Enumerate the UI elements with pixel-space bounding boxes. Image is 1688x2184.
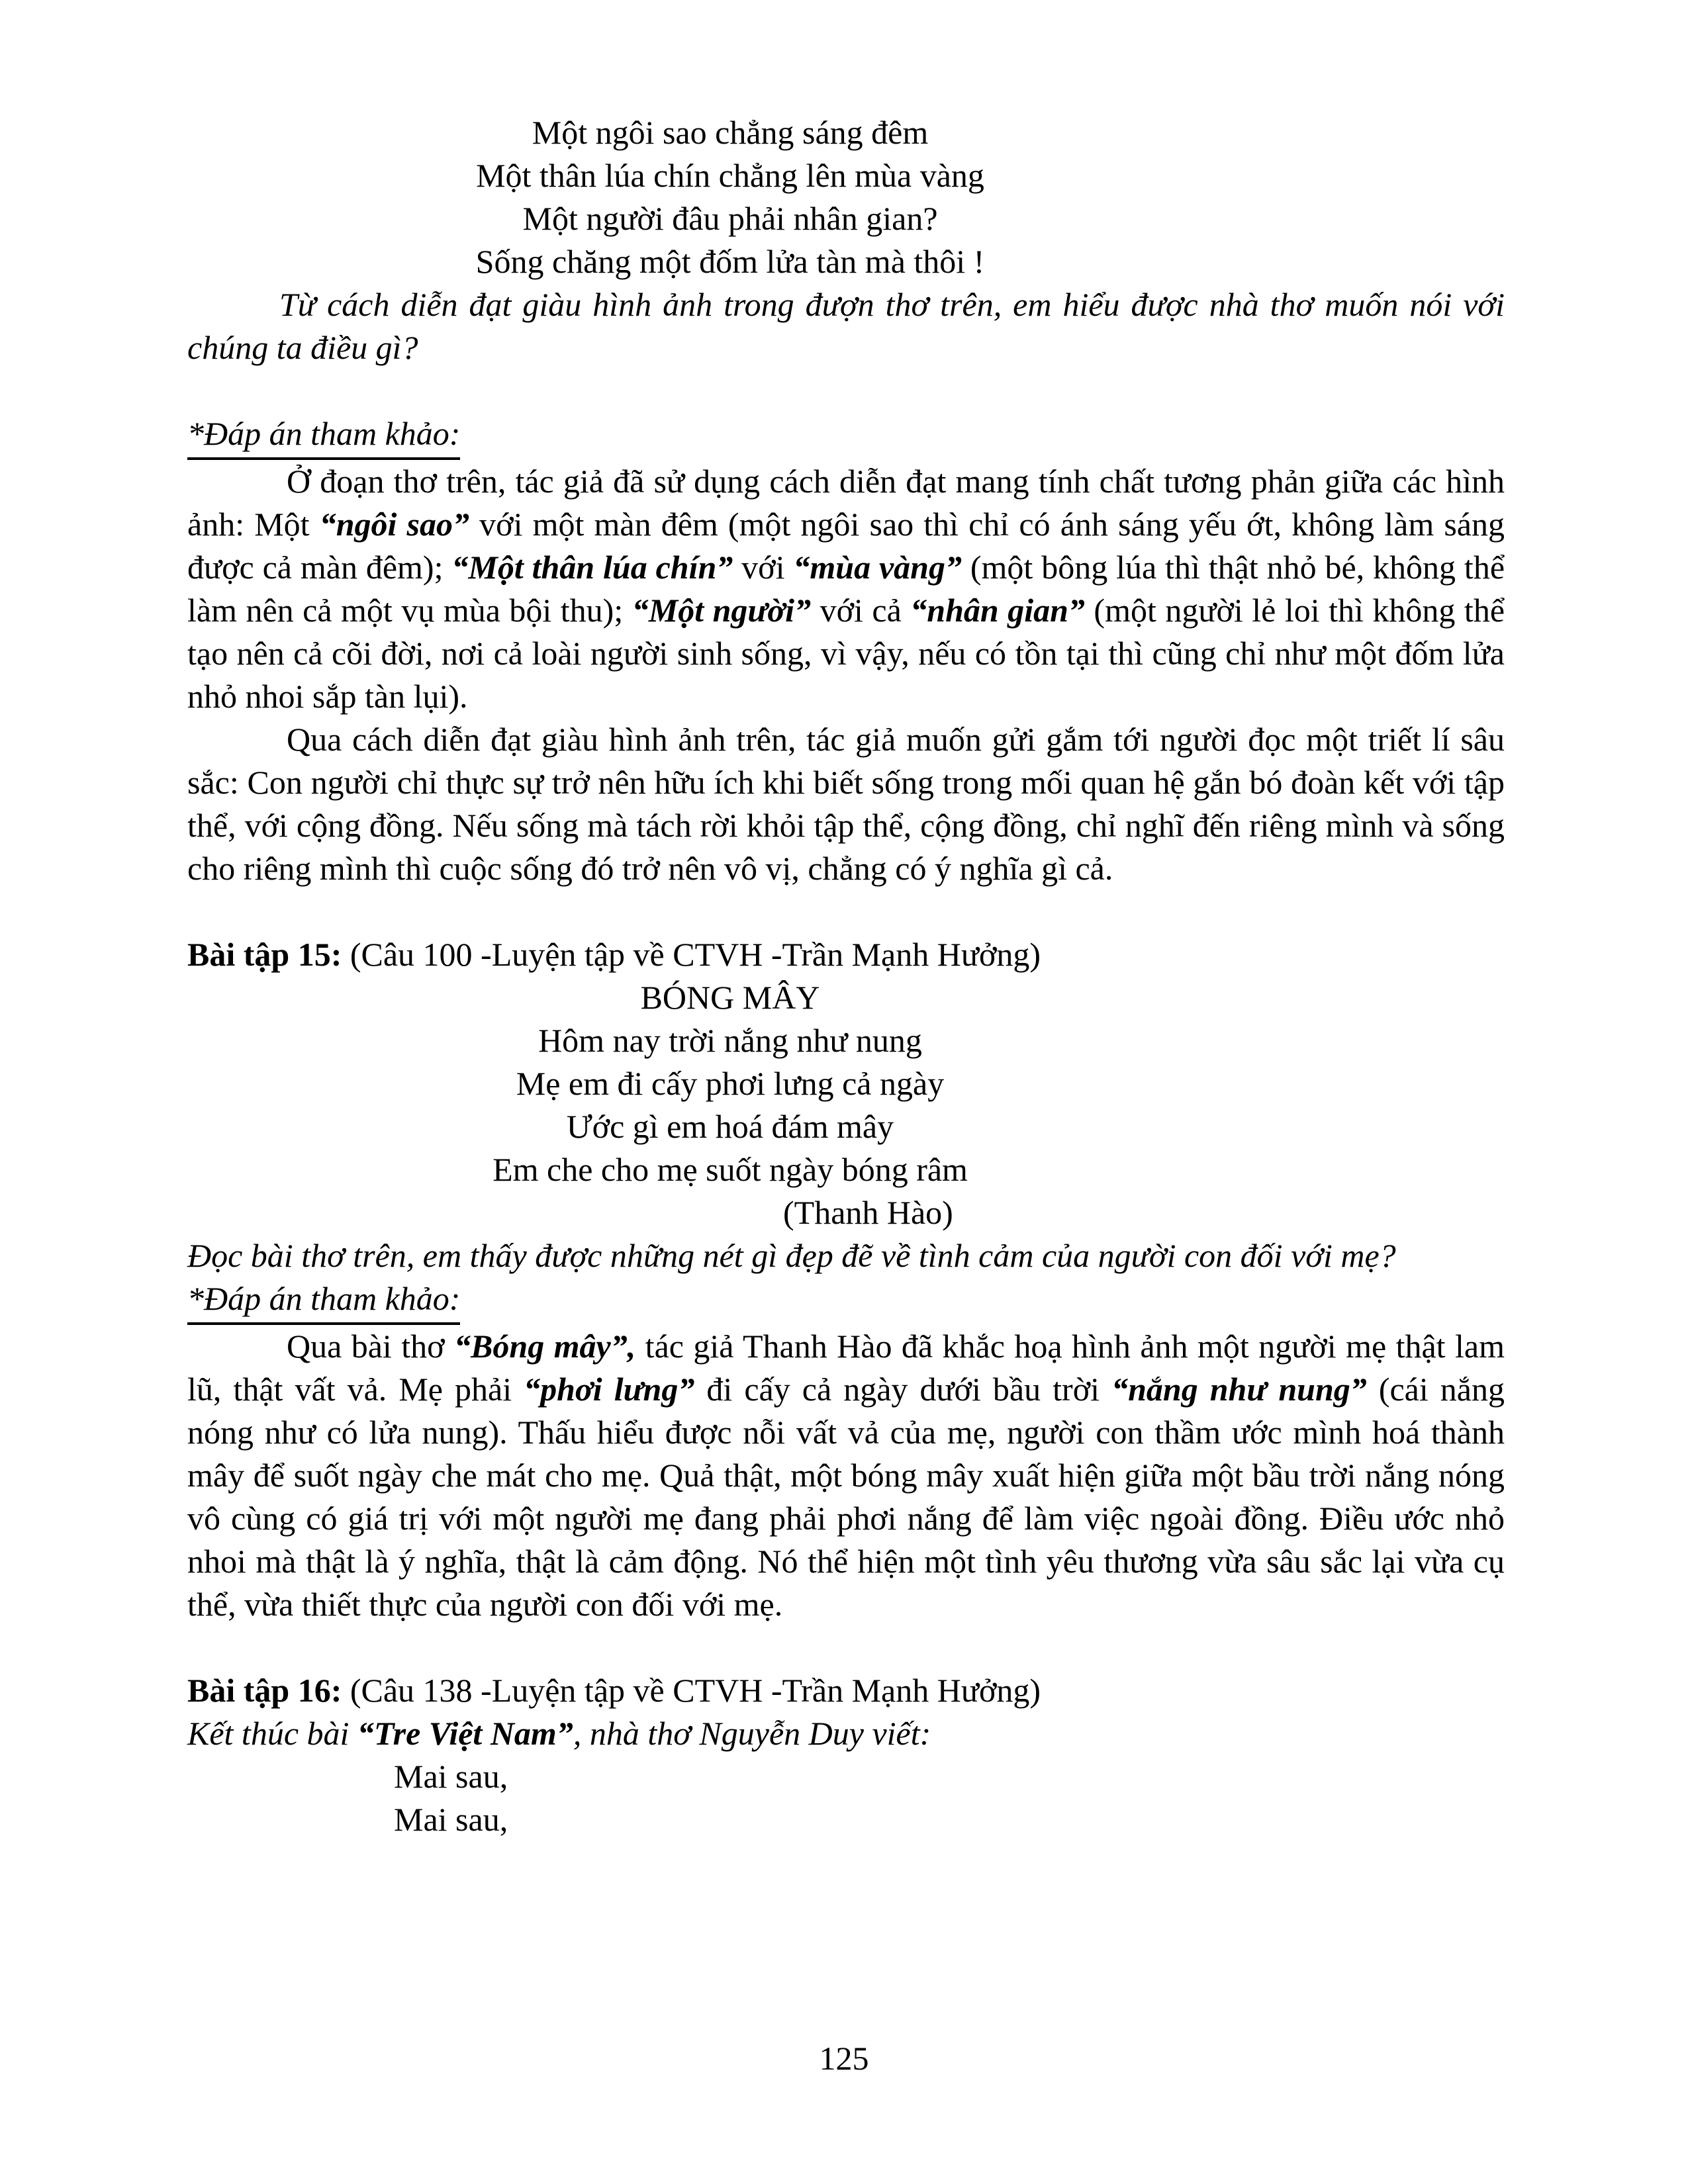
poem1-line-2: Một thân lúa chín chẳng lên mùa vàng: [476, 157, 984, 194]
answer-reference-label: *Đáp án tham khảo:: [187, 1277, 460, 1325]
answer1-reference-heading: [187, 412, 1505, 460]
poem2-line-3: Ước gì em hoá đám mây: [566, 1108, 894, 1145]
spacer: [187, 369, 1505, 412]
question1-text: Từ cách diễn đạt giàu hình ảnh trong đượn thơ trên, em hiểu được nhà thơ muốn nói với chúng ta điều gì?: [187, 286, 1505, 366]
poem2-line-1: Hôm nay trời nắng như nung: [538, 1022, 922, 1059]
poem2-block: [187, 976, 1273, 1191]
spacer: [187, 1626, 1505, 1669]
exercise16-label: Bài tập 16:: [187, 1672, 342, 1709]
exercise16-source: (Câu 138 -Luyện tập về CTVH -Trần Mạnh Hưởng): [342, 1672, 1041, 1709]
answer-reference-label: *Đáp án tham khảo:: [187, 412, 460, 460]
poem1-line-1: Một ngôi sao chẳng sáng đêm: [532, 114, 929, 151]
poem1-block: [187, 111, 1273, 283]
poem2-line-2: Mẹ em đi cấy phơi lưng cả ngày: [516, 1065, 945, 1102]
poem3-line-2: Mai sau,: [394, 1801, 508, 1838]
page-content: [187, 111, 1505, 1841]
poem2-line-4: Em che cho mẹ suốt ngày bóng râm: [492, 1151, 968, 1188]
poem1-line-4: Sống chăng một đốm lửa tàn mà thôi !: [475, 243, 985, 280]
poem2-author: (Thanh Hào): [783, 1194, 953, 1231]
poem2-title: BÓNG MÂY: [640, 979, 820, 1016]
exercise16-heading: [187, 1669, 1505, 1712]
answer2-paragraph: Qua bài thơ “Bóng mây”, tác giả Thanh Hào đã khắc hoạ hình ảnh một người mẹ thật lam lũ, thật vất vả. Mẹ phải “phơi lưng” đi cấy cả ngày dưới bầu trời “nắng như nung” (cái nắng nóng như có lửa nung). Thấu hiểu được nỗi vất vả của mẹ, người con thầm ước mình hoá thành mây để suốt ngày che mát cho mẹ. Quả thật, một bóng mây xuất hiện giữa một bầu trời nắng nóng vô cùng có giá trị với một người mẹ đang phải phơi nắng để làm việc ngoài đồng. Điều ước nhỏ nhoi mà thật là ý nghĩa, thật là cảm động. Nó thể hiện một tình yêu thương vừa sâu sắc lại vừa cụ thể, vừa thiết thực của người con đối với mẹ.: [187, 1328, 1505, 1623]
spacer: [187, 890, 1505, 933]
exercise15-heading: [187, 933, 1505, 976]
poem3-line-1: Mai sau,: [394, 1758, 508, 1795]
answer1-paragraph-2: Qua cách diễn đạt giàu hình ảnh trên, tác giả muốn gửi gắm tới người đọc một triết lí sâu sắc: Con người chỉ thực sự trở nên hữu ích khi biết sống trong mối quan hệ gắn bó đoàn kết với tập thể, với cộng đồng. Nếu sống mà tách rời khỏi tập thể, cộng đồng, chỉ nghĩ đến riêng mình và sống cho riêng mình thì cuộc sống đó trở nên vô vị, chẳng có ý nghĩa gì cả.: [187, 721, 1505, 887]
answer1-paragraph: Ở đoạn thơ trên, tác giả đã sử dụng cách diễn đạt mang tính chất tương phản giữa các hình ảnh: Một “ngôi sao” với một màn đêm (một ngôi sao thì chỉ có ánh sáng yếu ớt, không làm sáng được cả màn đêm); “Một thân lúa chín” với “mùa vàng” (một bông lúa thì thật nhỏ bé, không thể làm nên cả một vụ mùa bội thu); “Một người” với cả “nhân gian” (một người lẻ loi thì không thể tạo nên cả cõi đời, nơi cả loài người sinh sống, vì vậy, nếu có tồn tại thì cũng chỉ như một đốm lửa nhỏ nhoi sắp tàn lụi).: [187, 463, 1505, 715]
exercise15-source: (Câu 100 -Luyện tập về CTVH -Trần Mạnh Hưởng): [342, 936, 1041, 973]
answer2-reference-heading: [187, 1277, 1505, 1325]
poem1-line-3: Một người đâu phải nhân gian?: [522, 200, 938, 237]
page-number: 125: [819, 2040, 869, 2077]
exercise16-intro: Kết thúc bài “Tre Việt Nam”, nhà thơ Nguyễn Duy viết:: [187, 1715, 931, 1752]
question2-text: Đọc bài thơ trên, em thấy được những nét gì đẹp đẽ về tình cảm của người con đối với mẹ?: [187, 1237, 1396, 1274]
exercise15-label: Bài tập 15:: [187, 936, 342, 973]
